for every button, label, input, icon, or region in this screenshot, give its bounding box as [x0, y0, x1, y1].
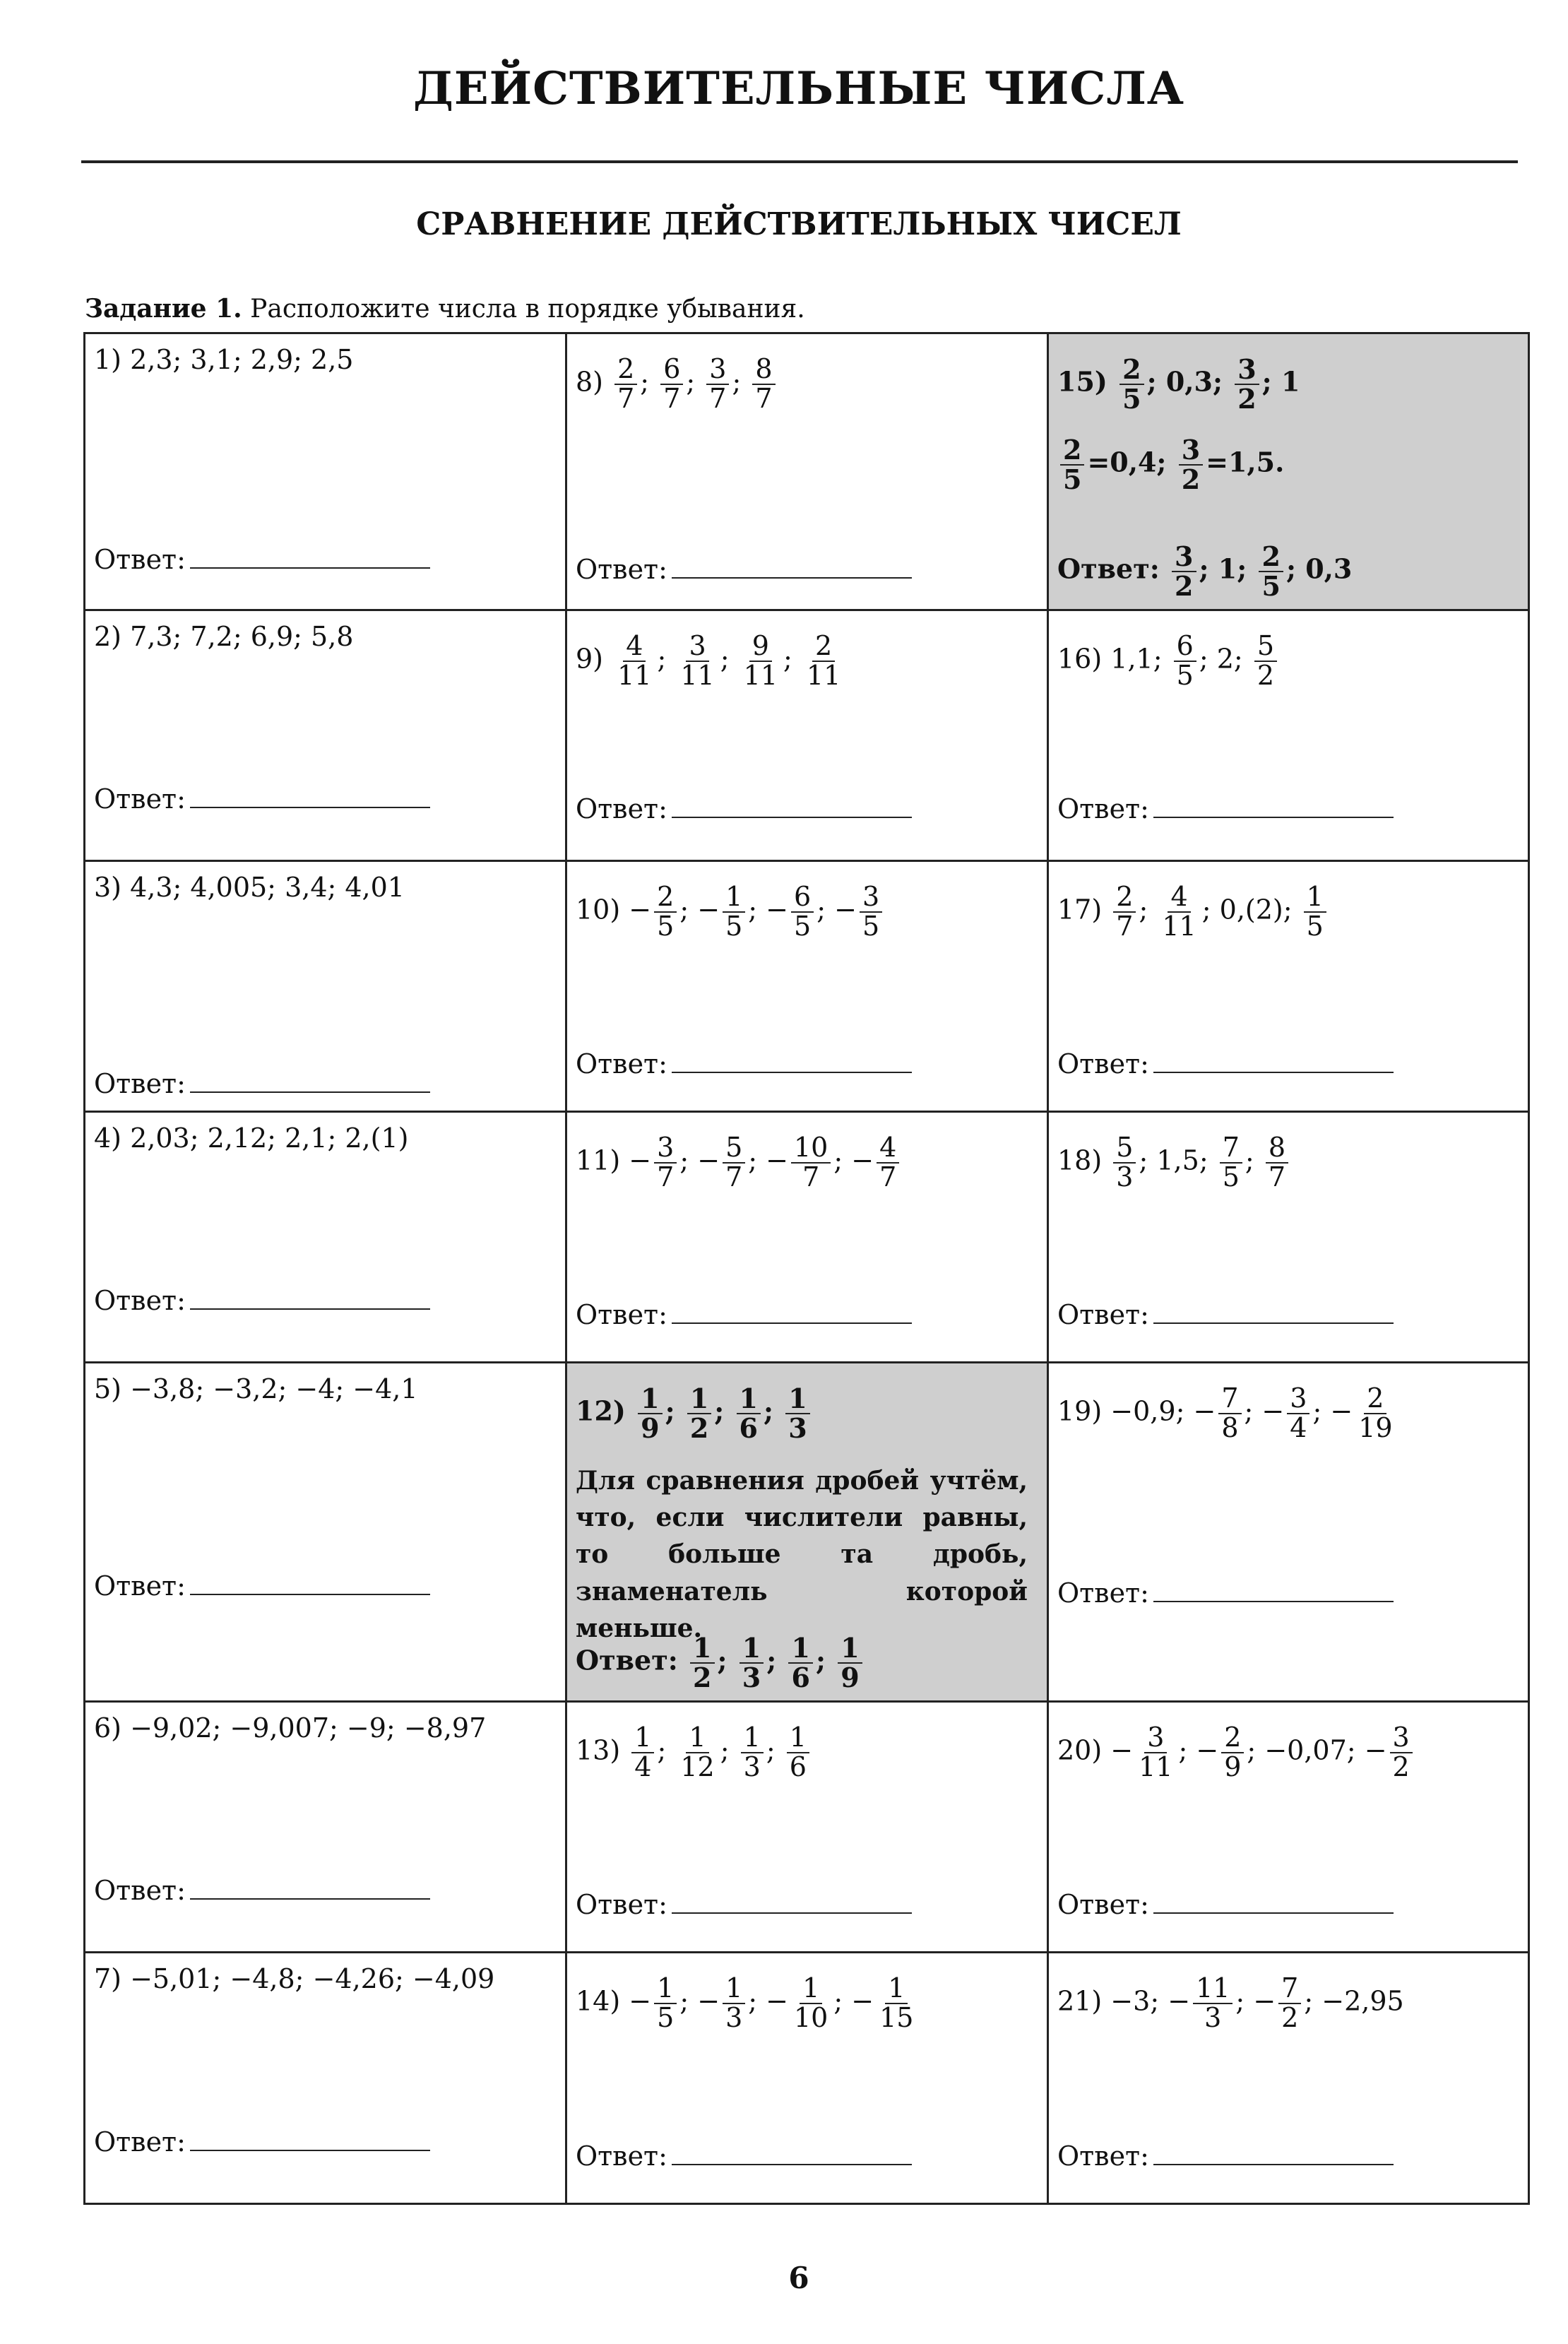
problem-cell-2 [85, 610, 566, 861]
answer-5: Ответ: [94, 1570, 430, 1602]
answer-blank-8[interactable] [672, 577, 912, 579]
problem-11: 11) − $\frac{3}{7}$ ; − $\frac{5}{7}$ ; − $\frac{10}{7}$ ; − $\frac{4}{7}$ [576, 1134, 902, 1192]
answer-blank-10[interactable] [672, 1072, 912, 1073]
answer-blank-4[interactable] [190, 1308, 430, 1310]
answer-15-filled: Ответ: $\frac{3}{2}$ ; 1; $\frac{2}{5}$ ; 0,3 [1057, 540, 1353, 603]
task-label: Задание 1. [85, 294, 242, 324]
answer-2: Ответ: [94, 783, 430, 815]
task-statement [85, 294, 805, 324]
answer-18: Ответ: [1057, 1299, 1394, 1330]
answer-4: Ответ: [94, 1285, 430, 1316]
problem-cell-17 [1048, 861, 1529, 1112]
answer-16: Ответ: [1057, 793, 1394, 824]
problem-3: 3) 4,3; 4,005; 3,4; 4,01 [94, 872, 405, 903]
answer-blank-21[interactable] [1153, 2164, 1394, 2165]
problem-cell-6 [85, 1702, 566, 1953]
problem-cell-18 [1048, 1112, 1529, 1363]
problem-cell-13 [566, 1702, 1048, 1953]
answer-8: Ответ: [576, 554, 912, 585]
problem-5: 5) −3,8; −3,2; −4; −4,1 [94, 1373, 418, 1404]
answer-blank-5[interactable] [190, 1594, 430, 1595]
problem-4: 4) 2,03; 2,12; 2,1; 2,(1) [94, 1123, 409, 1154]
answer-10: Ответ: [576, 1048, 912, 1079]
problem-cell-21 [1048, 1953, 1529, 2204]
answer-blank-7[interactable] [190, 2150, 430, 2151]
solution-15: $\frac{2}{5}$ =0,4; $\frac{3}{2}$ =1,5. [1057, 436, 1284, 494]
problem-7: 7) −5,01; −4,8; −4,26; −4,09 [94, 1963, 495, 1994]
problem-6: 6) −9,02; −9,007; −9; −8,97 [94, 1712, 487, 1744]
problem-16: 16) 1,1; $\frac{6}{5}$ ; 2; $\frac{5}{2}$ [1057, 632, 1280, 690]
answer-17: Ответ: [1057, 1048, 1394, 1079]
answer-3: Ответ: [94, 1068, 430, 1099]
problem-19: 19) −0,9; − $\frac{7}{8}$ ; − $\frac{3}{4}$ ; − $\frac{2}{19}$ [1057, 1383, 1393, 1443]
page-title: ДЕЙСТВИТЕЛЬНЫЕ ЧИСЛА [412, 62, 1185, 115]
problem-14: 14) − $\frac{1}{5}$ ; − $\frac{1}{3}$ ; − $\frac{1}{10}$ ; − $\frac{1}{15}$ [576, 1972, 914, 2033]
answer-19: Ответ: [1057, 1578, 1394, 1609]
answer-blank-1[interactable] [190, 567, 430, 569]
answer-blank-11[interactable] [672, 1322, 912, 1324]
problem-cell-4 [85, 1112, 566, 1363]
problem-cell-10 [566, 861, 1048, 1112]
answer-21: Ответ: [1057, 2141, 1394, 2172]
problem-cell-19 [1048, 1363, 1529, 1702]
problem-10: 10) − $\frac{2}{5}$ ; − $\frac{1}{5}$ ; − $\frac{6}{5}$ ; − $\frac{3}{5}$ [576, 883, 885, 941]
answer-blank-3[interactable] [190, 1091, 430, 1093]
problem-2: 2) 7,3; 7,2; 6,9; 5,8 [94, 621, 354, 652]
problem-cell-15-solved [1048, 333, 1529, 610]
answer-6: Ответ: [94, 1875, 430, 1906]
problem-cell-12-solved [566, 1363, 1048, 1702]
section-subtitle: СРАВНЕНИЕ ДЕЙСТВИТЕЛЬНЫХ ЧИСЕЛ [416, 206, 1182, 242]
answer-blank-6[interactable] [190, 1898, 430, 1900]
solution-note-12: Для сравнения дробей учтём, что, если числители равны, то больше та дробь, знаменатель которой меньше. [576, 1466, 1028, 1643]
answer-7: Ответ: [94, 2126, 430, 2157]
exercise-table [83, 332, 1530, 2205]
problem-13: 13) $\frac{1}{4}$ ; $\frac{1}{12}$ ; $\frac{1}{3}$ ; $\frac{1}{6}$ [576, 1724, 812, 1782]
answer-blank-19[interactable] [1153, 1601, 1394, 1602]
answer-blank-18[interactable] [1153, 1322, 1394, 1324]
problem-21: 21) −3; − $\frac{11}{3}$ ; − $\frac{7}{2}$ ; −2,95 [1057, 1972, 1404, 2033]
problem-1: 1) 2,3; 3,1; 2,9; 2,5 [94, 344, 354, 375]
problem-cell-16 [1048, 610, 1529, 861]
answer-13: Ответ: [576, 1889, 912, 1920]
problem-cell-8 [566, 333, 1048, 610]
answer-20: Ответ: [1057, 1889, 1394, 1920]
problem-cell-1 [85, 333, 566, 610]
problem-cell-7 [85, 1953, 566, 2204]
answer-blank-2[interactable] [190, 807, 430, 808]
problem-cell-20 [1048, 1702, 1529, 1953]
answer-12-filled: Ответ: $\frac{1}{2}$ ; $\frac{1}{3}$ ; $\frac{1}{6}$ ; $\frac{1}{9}$ [576, 1634, 865, 1692]
answer-blank-14[interactable] [672, 2164, 912, 2165]
answer-9: Ответ: [576, 793, 912, 824]
problem-cell-9 [566, 610, 1048, 861]
problem-12: 12) $\frac{1}{9}$ ; $\frac{1}{2}$ ; $\frac{1}{6}$ ; $\frac{1}{3}$ [576, 1385, 813, 1443]
title-divider [81, 160, 1518, 163]
page-number: 6 [788, 2261, 809, 2295]
problem-17: 17) $\frac{2}{7}$ ; $\frac{4}{11}$ ; 0,(2); $\frac{1}{5}$ [1057, 883, 1329, 941]
answer-blank-9[interactable] [672, 817, 912, 818]
answer-1: Ответ: [94, 544, 430, 575]
answer-blank-17[interactable] [1153, 1072, 1394, 1073]
problem-20: 20) − $\frac{3}{11}$ ; − $\frac{2}{9}$ ; −0,07; − $\frac{3}{2}$ [1057, 1724, 1415, 1782]
problem-cell-14 [566, 1953, 1048, 2204]
problem-9: 9) $\frac{4}{11}$ ; $\frac{3}{11}$ ; $\frac{9}{11}$ ; $\frac{2}{11}$ [576, 630, 841, 691]
task-text: Расположите числа в порядке убывания. [250, 295, 805, 324]
problem-15: 15) $\frac{2}{5}$ ; 0,3; $\frac{3}{2}$ ; 1 [1057, 353, 1300, 415]
problem-cell-3 [85, 861, 566, 1112]
problem-8: 8) $\frac{2}{7}$ ; $\frac{6}{7}$ ; $\frac{3}{7}$ ; $\frac{8}{7}$ [576, 355, 778, 413]
problem-cell-11 [566, 1112, 1048, 1363]
answer-11: Ответ: [576, 1299, 912, 1330]
problem-18: 18) $\frac{5}{3}$ ; 1,5; $\frac{7}{5}$ ; $\frac{8}{7}$ [1057, 1134, 1291, 1192]
answer-14: Ответ: [576, 2141, 912, 2172]
problem-cell-5 [85, 1363, 566, 1702]
answer-blank-13[interactable] [672, 1912, 912, 1914]
answer-blank-16[interactable] [1153, 817, 1394, 818]
answer-blank-20[interactable] [1153, 1912, 1394, 1914]
